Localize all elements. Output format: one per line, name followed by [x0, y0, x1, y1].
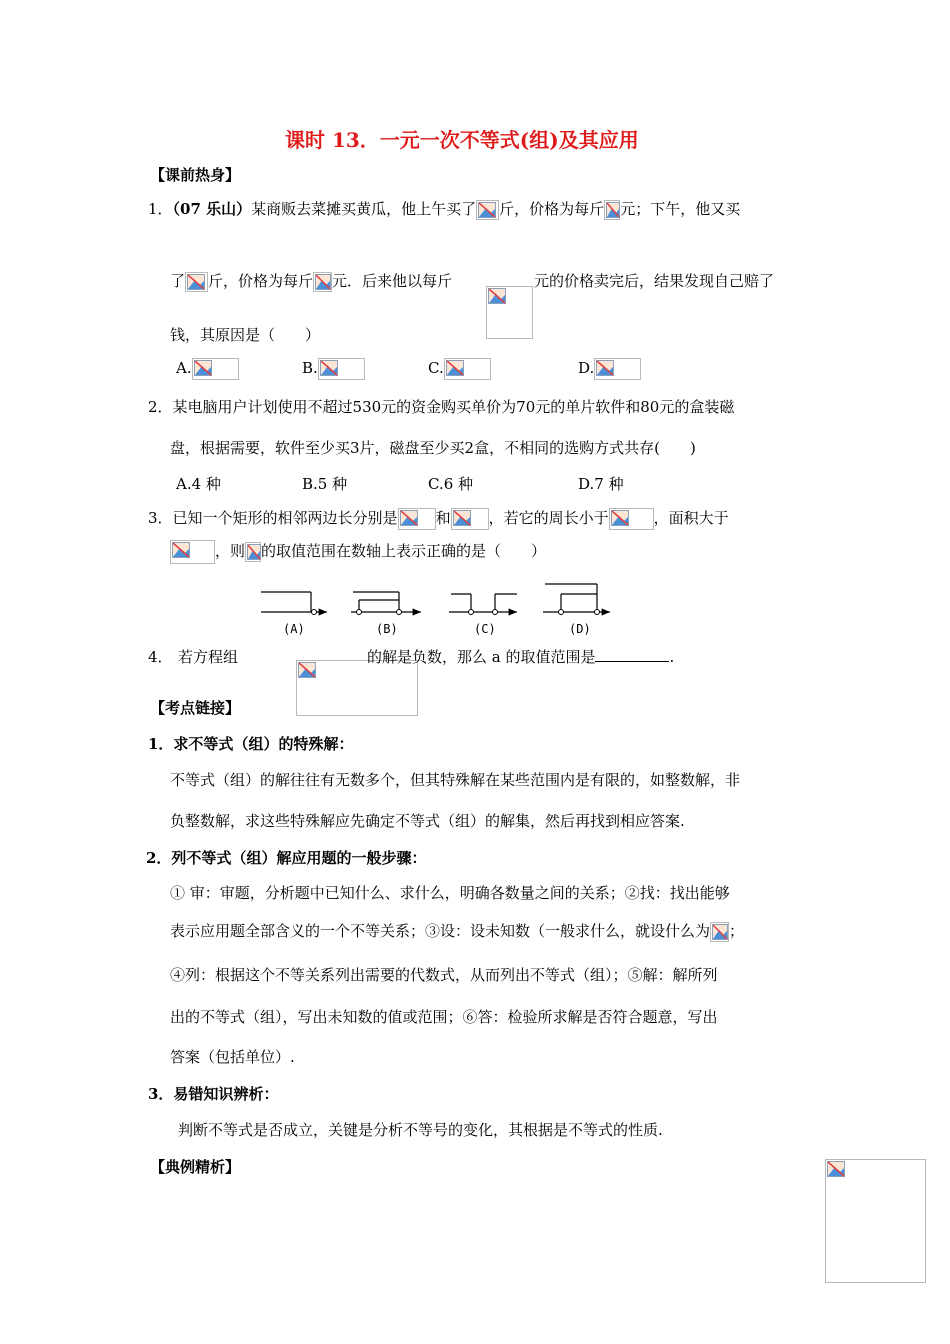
q1-text: 斤，价格为每斤 — [208, 272, 314, 290]
section-warmup: 【课前热身】 — [150, 166, 241, 184]
q2-option-d[interactable]: D.7 种 — [578, 475, 624, 493]
broken-image-icon — [596, 360, 614, 376]
q4-text: 的解是负数，那么 a 的取值范围是 — [367, 648, 596, 666]
number-line-c — [449, 594, 517, 615]
formula-image — [476, 200, 499, 220]
point-1-title: 1．求不等式（组）的特殊解： — [148, 735, 354, 753]
point-3-line1: 判断不等式是否成立，关键是分析不等号的变化，其根据是不等式的性质. — [178, 1121, 663, 1139]
option-label: A. — [176, 359, 192, 377]
point-2-title: 2．列不等式（组）解应用题的一般步骤： — [146, 849, 427, 867]
q4-text-b — [367, 646, 674, 667]
q2-option-b[interactable]: B.5 种 — [302, 475, 348, 493]
point-2-line2 — [170, 920, 744, 942]
q2-line1 — [148, 396, 734, 417]
number-line-d — [543, 584, 610, 615]
broken-image-icon — [187, 274, 205, 290]
formula-image — [609, 508, 654, 530]
q3-text: 和 — [435, 509, 451, 527]
broken-image-icon — [827, 1161, 845, 1177]
q3-text: ，若它的周长小于 — [488, 509, 609, 527]
q2-number: 2． — [148, 398, 173, 416]
figure-image — [825, 1159, 926, 1283]
q3-line1 — [148, 507, 729, 530]
diagram-label-d: (D) — [569, 622, 591, 636]
point-3-title: 3．易错知识辨析： — [148, 1085, 279, 1103]
q3-number: 3． — [148, 509, 173, 527]
answer-blank[interactable] — [595, 647, 669, 662]
q3-text: 已知一个矩形的相邻两边长分别是 — [172, 509, 398, 527]
point-2-line3: ④列：根据这个不等关系列出需要的代数式，从而列出不等式（组）；⑤解：解所列 — [170, 966, 718, 984]
page-title: 课时 13．一元一次不等式(组)及其应用 — [285, 128, 639, 152]
q1-option-d[interactable] — [578, 358, 641, 380]
q1-line3: 钱，其原因是（ ） — [170, 326, 321, 344]
q2-option-c[interactable]: C.6 种 — [428, 475, 474, 493]
broken-image-icon — [488, 288, 506, 304]
q1-text: 某商贩去菜摊买黄瓜，他上午买了 — [251, 200, 477, 218]
formula-image — [451, 508, 489, 530]
point-1-line1: 不等式（组）的解往往有无数多个，但其特殊解在某些范围内是有限的，如整数解，非 — [170, 771, 741, 789]
point-2-line4: 出的不等式（组），写出未知数的值或范围；⑥答：检验所求解是否符合题意，写出 — [170, 1008, 718, 1026]
section-links: 【考点链接】 — [150, 699, 241, 717]
option-label: B. — [302, 359, 318, 377]
broken-image-icon — [712, 924, 728, 940]
formula-image — [313, 272, 332, 292]
q4-number: 4． — [148, 648, 173, 666]
broken-image-icon — [606, 202, 620, 218]
q1-text: 元；下午，他又买 — [620, 200, 741, 218]
q1-option-b[interactable] — [302, 358, 365, 380]
formula-image — [444, 358, 491, 380]
broken-image-icon — [315, 274, 331, 290]
q4-text: . — [669, 648, 675, 666]
formula-image — [170, 540, 215, 564]
formula-image — [192, 358, 239, 380]
q3-text: ，面积大于 — [653, 509, 729, 527]
q1-line1 — [148, 198, 740, 220]
diagram-label-b: (B) — [376, 622, 398, 636]
q4-text-a: 若方程组 — [178, 648, 239, 666]
q1-text: 斤，价格为每斤 — [499, 200, 605, 218]
section-examples: 【典例精析】 — [150, 1158, 241, 1176]
diagram-label-a: (A) — [283, 622, 305, 636]
option-label: C. — [428, 359, 444, 377]
broken-image-icon — [194, 360, 212, 376]
q3-line2 — [170, 540, 546, 564]
formula-image — [594, 358, 641, 380]
formula-image — [398, 508, 436, 530]
q2-line2: 盘，根据需要，软件至少买3片，磁盘至少买2盒，不相同的选购方式共存( ) — [170, 439, 696, 457]
option-label: D. — [578, 359, 595, 377]
formula-image — [296, 660, 418, 716]
q1-text: 元．后来他以每斤 — [332, 272, 453, 290]
formula-image — [318, 358, 365, 380]
q1-line2-end: 元的价格卖完后，结果发现自己赔了 — [534, 272, 775, 290]
broken-image-icon — [478, 202, 496, 218]
q3-text: ，则 — [215, 542, 246, 560]
point-2-line1: ① 审：审题，分析题中已知什么、求什么，明确各数量之间的关系；②找：找出能够 — [170, 884, 730, 902]
broken-image-icon — [320, 360, 338, 376]
broken-image-icon — [446, 360, 464, 376]
formula-image — [185, 272, 208, 292]
formula-image — [604, 200, 620, 220]
q1-number: 1． — [148, 200, 173, 218]
formula-image — [245, 542, 261, 562]
point-2-line5: 答案（包括单位）. — [170, 1048, 295, 1066]
broken-image-icon — [453, 510, 471, 526]
diagram-label-c: (C) — [474, 622, 496, 636]
number-line-a — [261, 592, 327, 615]
q1-option-c[interactable] — [428, 358, 491, 380]
formula-image — [486, 286, 533, 339]
q2-option-a[interactable]: A.4 种 — [176, 475, 221, 493]
q1-option-a[interactable] — [176, 358, 239, 380]
broken-image-icon — [247, 544, 261, 560]
broken-image-icon — [400, 510, 418, 526]
q2-text: 某电脑用户计划使用不超过530元的资金购买单价为70元的单片软件和80元的盒装磁 — [172, 398, 735, 416]
broken-image-icon — [172, 542, 190, 558]
q1-line2 — [170, 270, 452, 292]
q1-source: （07 乐山） — [172, 200, 252, 218]
formula-image — [710, 922, 729, 942]
q1-text: 了 — [170, 272, 186, 290]
q3-text: 的取值范围在数轴上表示正确的是（ ） — [261, 542, 547, 560]
number-line-b — [351, 592, 421, 615]
point-2-text: ； — [729, 922, 745, 940]
point-2-text: 表示应用题全部含义的一个不等关系；③设：设未知数（一般求什么，就设什么为 — [170, 922, 711, 940]
broken-image-icon — [298, 662, 316, 678]
broken-image-icon — [611, 510, 629, 526]
point-1-line2: 负整数解，求这些特殊解应先确定不等式（组）的解集，然后再找到相应答案. — [170, 812, 685, 830]
